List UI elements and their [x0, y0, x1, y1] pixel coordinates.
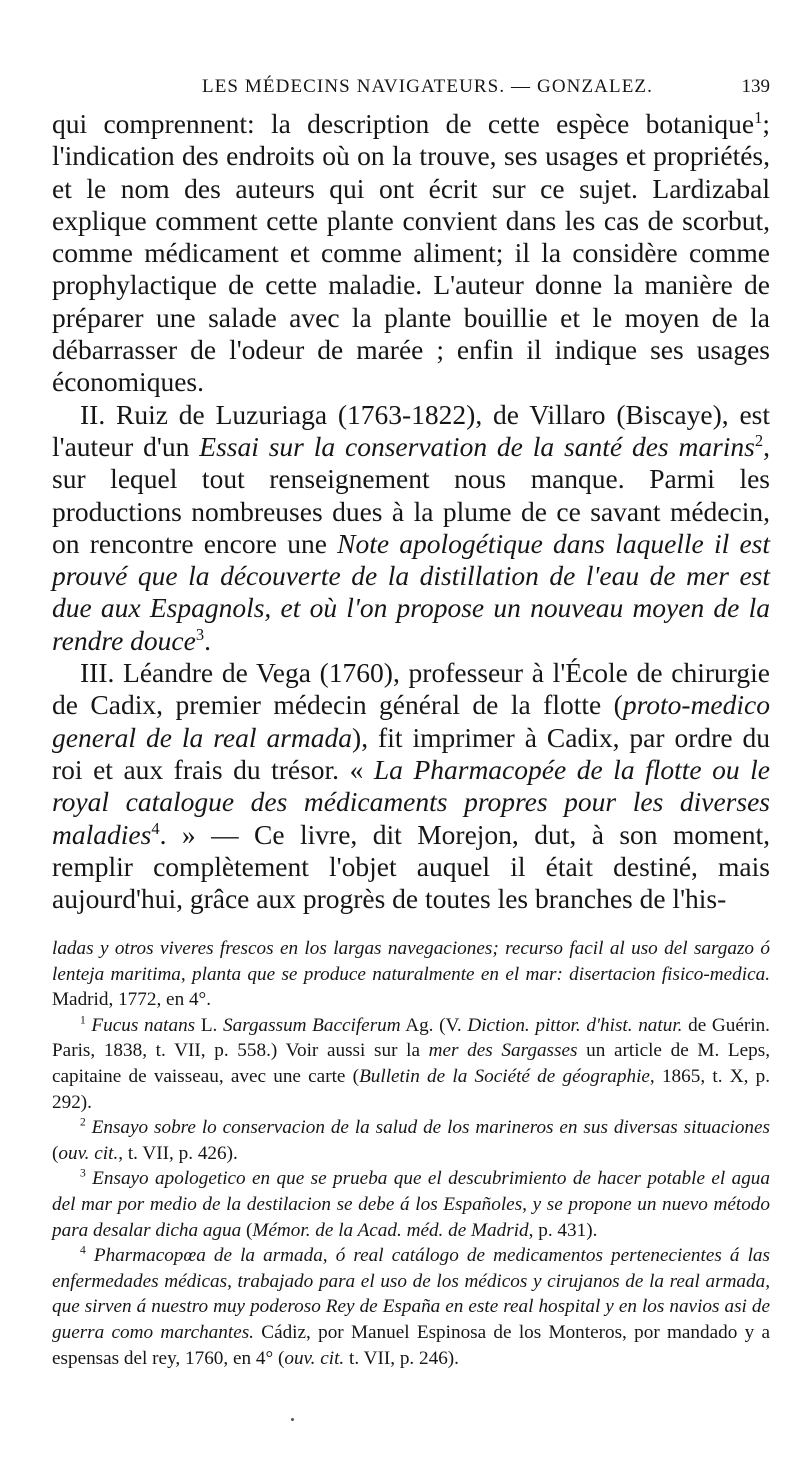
- text-run: , 1865, t. X, p. 292).: [52, 1065, 770, 1113]
- text-run: . » — Ce livre, dit Morejon, dut, à son moment, remplir complètement l'objet auquel il était destiné, mais aujourd'hui, grâce aux progrès de toutes les branches de l'his-: [52, 818, 770, 915]
- text-run: .: [204, 624, 211, 656]
- text-run: , sur lequel tout renseignement nous manque. Parmi les productions nombreuses dues à la plume de ce savant médecin, on rencontre encore une: [52, 430, 770, 559]
- text-run: Ag. (V.: [400, 1014, 468, 1036]
- footnote-2: [52, 1115, 770, 1166]
- text-run: Bulletin de la Société de géographie: [359, 1065, 650, 1087]
- text-run: , p. 431).: [528, 1219, 598, 1241]
- text-run: ouv. cit.: [284, 1347, 345, 1369]
- text-run: Diction. pittor. d'hist. natur.: [467, 1014, 683, 1036]
- footnote-ref: 1: [754, 107, 763, 127]
- ink-speck: [291, 1418, 294, 1421]
- paragraph-3: [52, 657, 770, 915]
- italic-title: Note apologétique dans laquelle il est prouvé que la découverte de la distillation de l'eau de mer est due aux Espagnols, et où l'on propose un nouveau moyen de la rendre douce: [52, 527, 770, 656]
- text-run: ladas y otros viveres frescos en los largas navegaciones; recurso facil al uso del sargazo ó lenteja maritima, planta que se produce naturalmente en el mar: disertacion fisico-medica.: [52, 938, 770, 985]
- page-number: 139: [741, 76, 770, 97]
- footnote-number: 4: [80, 1244, 86, 1257]
- text-run: qui comprennent: la description de cette espèce botanique: [52, 108, 755, 139]
- running-title: LES MÉDECINS NAVIGATEURS. — GONZALEZ.: [202, 76, 653, 97]
- italic-title: La Pharmacopée de la flotte ou le royal catalogue des médicaments propres pour les diverses maladies: [52, 753, 771, 850]
- text-run: ouv. cit.: [58, 1142, 119, 1164]
- text-run: Sargassum Bacciferum: [223, 1014, 401, 1036]
- running-header: [52, 76, 770, 100]
- text-run: de Guérin. Paris, 1838, t. VII, p. 558.) Voir aussi sur la: [52, 1014, 770, 1062]
- text-run: Cádiz, por Manuel Espinosa de los Monteros, por mandado y a espensas del rey, 1760, en 4° (: [52, 1321, 771, 1369]
- footnote-4: [52, 1243, 770, 1371]
- footnote-ref: 2: [754, 430, 764, 450]
- footnote-ref: 3: [195, 624, 205, 644]
- text-run: t. VII, p. 246).: [344, 1347, 459, 1369]
- text-run: , t. VII, p. 426).: [118, 1142, 238, 1164]
- text-run: ; l'indication des endroits où on la trouve, ses usages et propriétés, et le nom des auteurs qui ont écrit sur ce sujet. Lardizabal explique comment cette plante convient dans les cas de scorbut, comme médicament et comme aliment; il la considère comme prophylactique de cette maladie. L'auteur donne la manière de préparer une salade avec la plante bouillie et le moyen de la débarrasser de l'odeur de marée ; enfin il indique ses usages économiques.: [52, 108, 770, 398]
- paragraph-2: [52, 399, 770, 657]
- paragraph-1: [52, 108, 770, 399]
- main-text: [52, 108, 770, 915]
- footnote-number: 2: [80, 1116, 86, 1129]
- footnote-1: [52, 1013, 770, 1115]
- footnote-number: 1: [80, 1014, 86, 1027]
- text-run: II. Ruiz de Luzuriaga (1763-1822), de Villaro (Biscaye), est l'auteur d'un: [52, 398, 770, 462]
- text-run: Pharmacopœa de la armada, ó real catálogo de medicamentos pertenecientes á las enfermedades médicas, trabajado para el uso de los médicos y cirujanos de la real armada, que sirven á nuestro muy poderoso Rey de España en este real hospital y en los navios asi de guerra como marchantes.: [52, 1245, 770, 1343]
- text-run: un article de M. Leps, capitaine de vaisseau, avec une carte (: [52, 1040, 771, 1087]
- text-run: mer des Sargasses: [428, 1040, 578, 1062]
- footnote-ref: 4: [151, 818, 160, 838]
- text-run: (: [52, 1142, 59, 1164]
- text-run: III. Léandre de Vega (1760), professeur à l'École de chirurgie de Cadix, premier médecin général de la flotte (: [52, 657, 770, 721]
- italic-title: proto-medico general de la real armada: [52, 689, 770, 753]
- text-run: Fucus natans: [85, 1014, 196, 1036]
- italic-title: Essai sur la conservation de la santé des marins: [199, 430, 755, 462]
- text-run: Madrid, 1772, en 4°.: [52, 989, 212, 1011]
- text-run: Ensayo apologetico en que se prueba que el descubrimiento de hacer potable el agua del mar por medio de la destilacion se debe á los Españoles, y se propone un nuevo método para desalar dicha agua: [52, 1168, 770, 1241]
- footnote-number: 3: [80, 1167, 86, 1180]
- footnote-3: [52, 1166, 770, 1243]
- text-run: ), fit imprimer à Cadix, par ordre du roi et aux frais du trésor. «: [52, 721, 770, 785]
- footnotes: [52, 936, 770, 1371]
- footnote-continuation: [52, 936, 770, 1013]
- text-run: Ensayo sobre lo conservacion de la salud de los marineros en sus diversas situaciones: [85, 1117, 770, 1139]
- text-run: (: [241, 1219, 253, 1241]
- text-run: L.: [195, 1014, 223, 1036]
- text-run: Mémor. de la Acad. méd. de Madrid: [252, 1219, 529, 1241]
